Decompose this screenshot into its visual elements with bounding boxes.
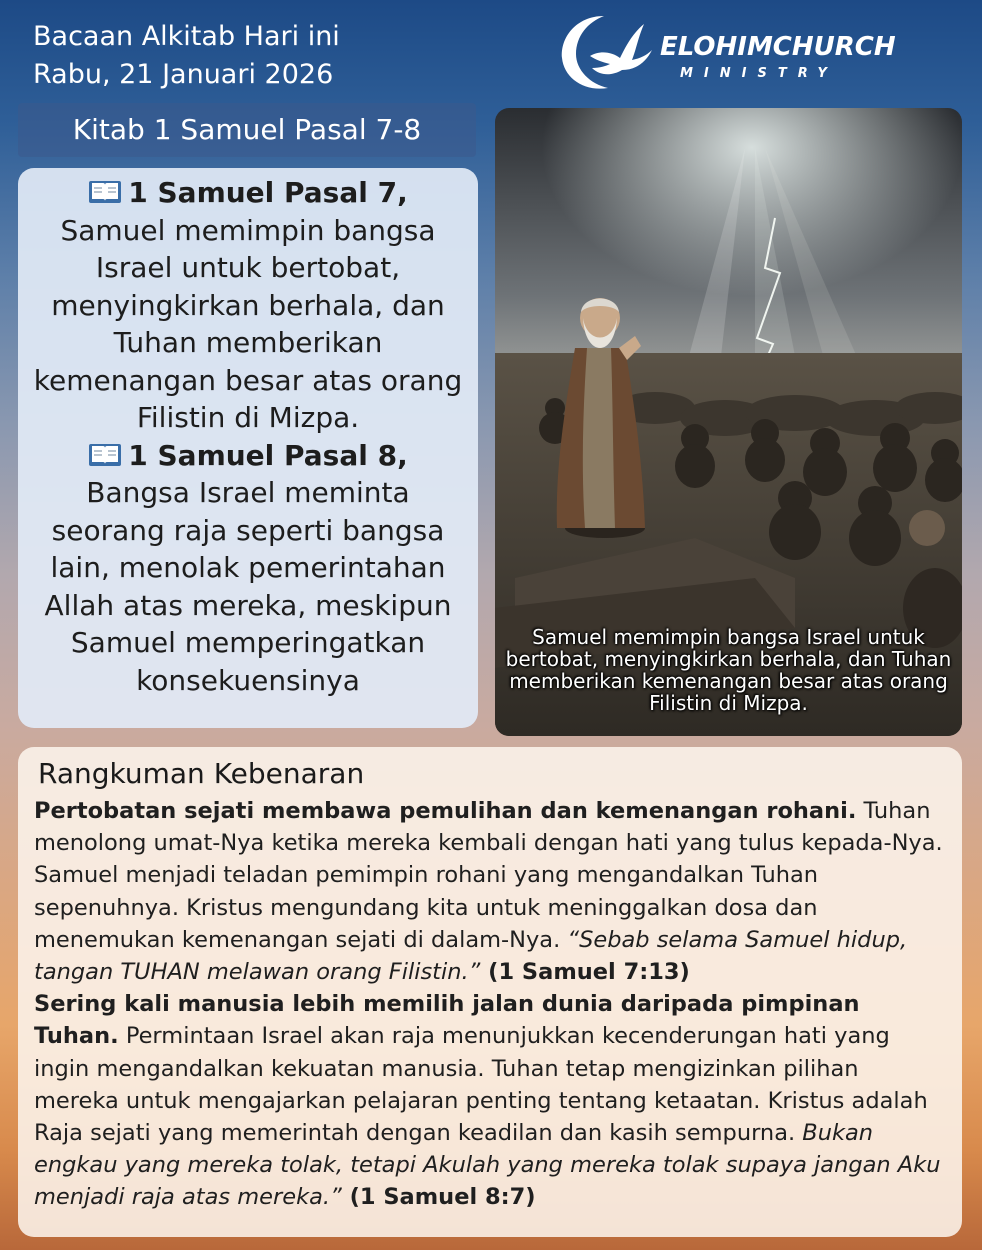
illustration-image	[495, 108, 962, 736]
open-book-icon	[88, 179, 122, 205]
kitab-banner: Kitab 1 Samuel Pasal 7-8	[18, 103, 476, 157]
reading-card	[18, 168, 478, 728]
reading-item	[28, 437, 468, 700]
dove-moon-icon	[556, 10, 656, 92]
church-logo	[556, 10, 956, 92]
logo-subtitle: MINISTRY	[680, 66, 838, 81]
header-date: Rabu, 21 Januari 2026	[33, 59, 334, 90]
summary-paragraph	[34, 795, 946, 988]
summary-text: Permintaan Israel akan raja menunjukkan kecenderungan hati yang ingin mengandalkan kekuatan manusia. Tuhan tetap mengizinkan pilihan mereka untuk mengajarkan pelajaran penting tentang ketaatan. Kristus adalah Raja sejati yang memerintah dengan keadilan dan kasih sempurna.	[34, 1023, 928, 1147]
reading-text: Samuel memimpin bangsa Israel untuk bertobat, menyingkirkan berhala, dan Tuhan memberikan kemenangan besar atas orang Filistin di Mizpa.	[33, 213, 463, 434]
scripture-reference: (1 Samuel 8:7)	[341, 1184, 536, 1211]
open-book-icon	[88, 442, 122, 468]
reading-text: Bangsa Israel meminta seorang raja seperti bangsa lain, menolak pemerintahan Allah atas mereka, meskipun Samuel memperingatkan konsekuensinya	[44, 476, 452, 697]
scripture-quote: “Sebab selama Samuel hidup, tangan TUHAN melawan orang Filistin.”	[34, 926, 908, 986]
summary-title: Rangkuman Kebenaran	[38, 757, 365, 790]
reading-heading-text: 1 Samuel Pasal 8,	[128, 438, 408, 472]
reading-heading-text: 1 Samuel Pasal 7,	[128, 176, 408, 209]
image-caption: Samuel memimpin bangsa Israel untuk bertobat, menyingkirkan berhala, dan Tuhan memberikan kemenangan besar atas orang Filistin di Mizpa.	[505, 625, 952, 715]
summary-text: Tuhan menolong umat-Nya ketika mereka kembali dengan hati yang tulus kepada-Nya. Samuel menjadi teladan pemimpin rohani yang mengandalkan Tuhan sepenuhnya. Kristus mengundang kita untuk meninggalkan dosa dan menemukan kemenangan sejati di dalam-Nya.	[34, 798, 943, 953]
logo-name: ELOHIMCHURCH	[660, 32, 896, 62]
summary-card	[18, 747, 962, 1237]
header-title: Bacaan Alkitab Hari ini	[33, 21, 340, 52]
reading-heading	[28, 174, 468, 212]
summary-body	[34, 795, 946, 1214]
reading-heading	[28, 437, 468, 475]
summary-key-point: Sering kali manusia lebih memilih jalan dunia daripada pimpinan Tuhan.	[34, 991, 860, 1050]
reading-item	[28, 174, 468, 437]
summary-paragraph	[34, 988, 946, 1213]
date-header	[33, 18, 340, 94]
scripture-quote: Bukan engkau yang mereka tolak, tetapi Akulah yang mereka tolak supaya jangan Aku menjadi raja atas mereka.”	[34, 1120, 941, 1211]
summary-key-point: Pertobatan sejati membawa pemulihan dan kemenangan rohani.	[34, 798, 857, 824]
scripture-reference: (1 Samuel 7:13)	[480, 959, 690, 986]
